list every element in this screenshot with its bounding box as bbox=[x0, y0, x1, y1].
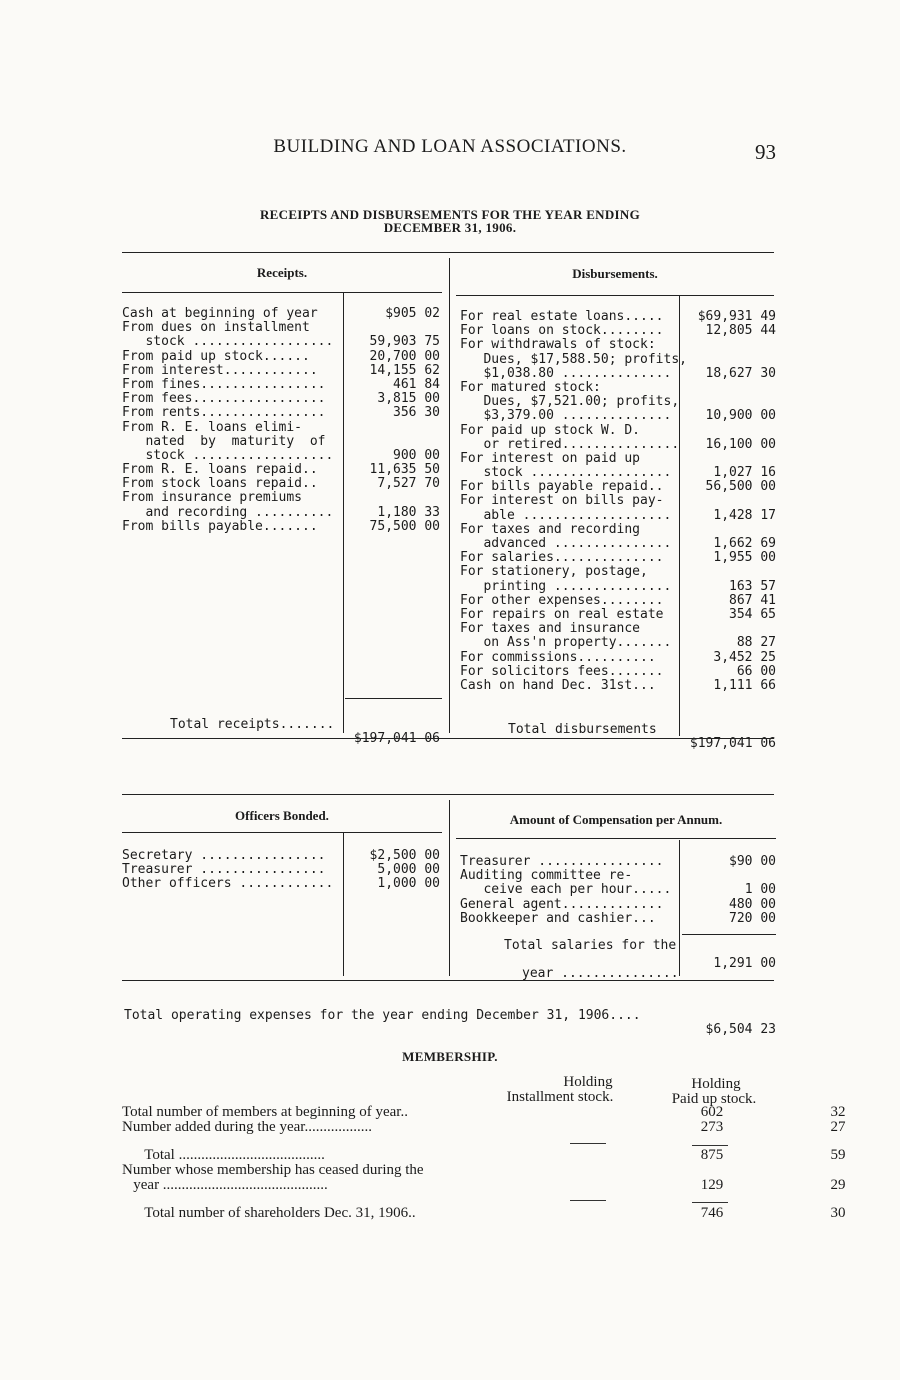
ledger-label: For real estate loans..... bbox=[460, 309, 664, 324]
ledger-row bbox=[460, 679, 776, 693]
compensation-heading-rule bbox=[456, 838, 776, 839]
ledger-label: For other expenses........ bbox=[460, 592, 664, 608]
membership-sum-rule-3 bbox=[570, 1200, 606, 1201]
ledger-amount: 1,180 33 bbox=[377, 504, 440, 520]
ledger-label: From fees................. bbox=[122, 391, 326, 407]
operating-expenses-row bbox=[124, 995, 776, 1038]
ledger-label: on Ass'n property....... bbox=[460, 635, 672, 651]
ledger-amount: 10,900 00 bbox=[705, 408, 776, 424]
ledger-amount: 900 00 bbox=[393, 447, 440, 463]
ledger-row bbox=[460, 409, 776, 423]
compensation-heading: Amount of Compensation per Annum. bbox=[509, 812, 723, 827]
ledger-label: From insurance premiums bbox=[122, 490, 303, 506]
ledger-row bbox=[122, 463, 440, 477]
membership-col2-head-1: Holding bbox=[691, 1076, 741, 1092]
ledger-label: From R. E. loans repaid.. bbox=[122, 462, 318, 478]
installment-count: 273 bbox=[700, 1119, 724, 1135]
installment-count: 875 bbox=[700, 1147, 724, 1163]
ledger-row bbox=[460, 594, 776, 608]
total-disbursements-row bbox=[460, 709, 776, 752]
ledger-label: From paid up stock...... bbox=[122, 348, 310, 364]
paid-up-count: 27 bbox=[830, 1119, 846, 1135]
ledger-row bbox=[122, 449, 440, 463]
ledger-row bbox=[460, 636, 776, 650]
ledger-row bbox=[122, 364, 440, 378]
ledger-label: From stock loans repaid.. bbox=[122, 476, 318, 492]
ledger-row bbox=[460, 452, 776, 466]
membership-label: year ............................................ bbox=[122, 1177, 328, 1193]
ledger-row bbox=[460, 551, 776, 565]
ledger-label: and recording .......... bbox=[122, 504, 334, 520]
ledger-amount: 75,500 00 bbox=[369, 518, 440, 534]
ledger-label: For bills payable repaid.. bbox=[460, 479, 664, 495]
ledger-label: From rents................ bbox=[122, 405, 326, 421]
ledger-amount: 163 57 bbox=[729, 578, 776, 594]
compensation-list bbox=[460, 855, 776, 926]
ledger-row bbox=[122, 477, 440, 491]
ledger-row bbox=[460, 898, 776, 912]
table-bottom-rule bbox=[122, 738, 774, 739]
ledger-row bbox=[460, 480, 776, 494]
ledger-amount: 1,111 66 bbox=[713, 677, 776, 693]
membership-label: Number whose membership has ceased during the bbox=[122, 1162, 424, 1178]
ledger-amount: 461 84 bbox=[393, 376, 440, 392]
ledger-amount: 11,635 50 bbox=[369, 462, 440, 478]
ledger-amount: 354 65 bbox=[729, 606, 776, 622]
installment-count: 746 bbox=[700, 1205, 724, 1221]
ledger-row bbox=[460, 912, 776, 926]
ledger-label: For interest on paid up bbox=[460, 450, 641, 466]
ledger-amount: 3,815 00 bbox=[377, 391, 440, 407]
ledger-row bbox=[122, 378, 440, 392]
ledger-row bbox=[460, 537, 776, 551]
ledger-row bbox=[460, 509, 776, 523]
ledger-row bbox=[122, 350, 440, 364]
total-receipts-row bbox=[122, 704, 440, 747]
ledger-label: nated by maturity of bbox=[122, 433, 326, 449]
ledger-label: For loans on stock........ bbox=[460, 323, 664, 339]
ledger-label: printing ............... bbox=[460, 578, 672, 594]
receipts-list bbox=[122, 307, 440, 534]
ledger-row bbox=[122, 520, 440, 534]
ledger-amount: 480 00 bbox=[729, 896, 776, 912]
membership-row bbox=[122, 1104, 846, 1120]
ledger-label: For matured stock: bbox=[460, 379, 601, 395]
ledger-label: For paid up stock W. D. bbox=[460, 422, 641, 438]
ledger-amount: 88 27 bbox=[736, 635, 776, 651]
officers-heading-rule bbox=[122, 832, 442, 833]
ledger-label: Bookkeeper and cashier... bbox=[460, 910, 656, 926]
membership-col1-head-1: Holding bbox=[563, 1074, 613, 1090]
ledger-label: $3,379.00 .............. bbox=[460, 408, 672, 424]
ledger-row bbox=[460, 869, 776, 883]
ledger-amount: 56,500 00 bbox=[705, 479, 776, 495]
ledger-row bbox=[122, 506, 440, 520]
paid-up-count: 30 bbox=[830, 1205, 846, 1221]
disbursements-list bbox=[460, 310, 776, 693]
ledger-row bbox=[460, 665, 776, 679]
membership-row bbox=[122, 1162, 782, 1177]
ledger-amount: 5,000 00 bbox=[377, 862, 440, 878]
ledger-row bbox=[460, 466, 776, 480]
ledger-label: For taxes and insurance bbox=[460, 621, 641, 637]
ledger-row bbox=[460, 622, 776, 636]
ledger-label: General agent............. bbox=[460, 896, 664, 912]
table-top-rule bbox=[122, 252, 774, 253]
total-disbursements-label: Total disbursements bbox=[508, 722, 657, 738]
ledger-amount: 1,000 00 bbox=[377, 876, 440, 892]
ledger-amount: 16,100 00 bbox=[705, 436, 776, 452]
ledger-row bbox=[460, 608, 776, 622]
ledger-row bbox=[122, 307, 440, 321]
ledger-label: From bills payable....... bbox=[122, 518, 318, 534]
ledger-row bbox=[460, 324, 776, 338]
ledger-row bbox=[122, 392, 440, 406]
ledger-row bbox=[122, 849, 440, 863]
paid-up-count: 59 bbox=[830, 1147, 846, 1163]
ledger-label: able ................... bbox=[460, 507, 672, 523]
compensation-total bbox=[460, 938, 776, 982]
ledger-amount: $905 02 bbox=[385, 306, 440, 321]
officers-top-rule bbox=[122, 794, 774, 795]
membership-row bbox=[122, 1147, 846, 1163]
section-title-line1: RECEIPTS AND DISBURSEMENTS FOR THE YEAR ENDING bbox=[259, 207, 641, 222]
ledger-amount: 59,903 75 bbox=[369, 334, 440, 350]
ledger-row bbox=[460, 310, 776, 324]
membership-label: Total number of members at beginning of year.. bbox=[122, 1104, 408, 1120]
membership-label: Total ....................................... bbox=[122, 1147, 325, 1163]
membership-sum-rule-4 bbox=[692, 1202, 728, 1203]
ledger-label: stock .................. bbox=[460, 465, 672, 481]
ledger-label: Cash at beginning of year bbox=[122, 306, 318, 321]
table-center-divider bbox=[449, 258, 450, 733]
compensation-total-rule bbox=[682, 934, 776, 935]
ledger-row bbox=[460, 395, 776, 409]
ledger-amount: 1 00 bbox=[744, 882, 776, 898]
ledger-row bbox=[122, 406, 440, 420]
ledger-row bbox=[460, 565, 776, 579]
ledger-amount: 12,805 44 bbox=[705, 323, 776, 339]
operating-expenses-label: Total operating expenses for the year ending December 31, 1906.... bbox=[124, 1008, 641, 1024]
compensation-total-label-2: year ............... bbox=[522, 966, 679, 982]
total-disbursements-amount: $197,041 06 bbox=[689, 736, 776, 752]
ledger-amount: 20,700 00 bbox=[369, 348, 440, 364]
ledger-amount: 356 30 bbox=[393, 405, 440, 421]
ledger-label: Auditing committee re- bbox=[460, 868, 633, 884]
ledger-label: stock .................. bbox=[122, 334, 334, 350]
disbursements-heading: Disbursements. bbox=[572, 266, 658, 281]
installment-count: 129 bbox=[700, 1177, 724, 1193]
total-receipts-amount: $197,041 06 bbox=[353, 731, 440, 747]
ledger-amount: 720 00 bbox=[729, 910, 776, 926]
ledger-amount: $2,500 00 bbox=[369, 848, 440, 863]
running-title: BUILDING AND LOAN ASSOCIATIONS. bbox=[273, 136, 627, 157]
ledger-row bbox=[122, 877, 440, 891]
ledger-amount: 18,627 30 bbox=[705, 365, 776, 381]
operating-expenses-amount: $6,504 23 bbox=[705, 1022, 776, 1038]
membership-sum-rule-2 bbox=[692, 1145, 728, 1146]
membership-row bbox=[122, 1119, 846, 1135]
ledger-amount: 1,955 00 bbox=[713, 550, 776, 566]
receipts-heading-rule bbox=[122, 292, 442, 293]
ledger-amount: 3,452 25 bbox=[713, 649, 776, 665]
ledger-row bbox=[460, 651, 776, 665]
section-title-line2: DECEMBER 31, 1906. bbox=[383, 220, 517, 235]
total-receipts-label: Total receipts....... bbox=[170, 717, 335, 733]
ledger-amount: $69,931 49 bbox=[697, 309, 776, 324]
ledger-label: Secretary ................ bbox=[122, 848, 326, 863]
officers-bottom-rule bbox=[122, 980, 774, 981]
paid-up-count: 32 bbox=[830, 1104, 846, 1120]
ledger-label: or retired............... bbox=[460, 436, 680, 452]
ledger-row bbox=[460, 438, 776, 452]
ledger-row bbox=[122, 435, 440, 449]
ledger-row bbox=[460, 855, 776, 869]
ledger-amount: 14,155 62 bbox=[369, 362, 440, 378]
ledger-label: Dues, $17,588.50; profits, bbox=[460, 351, 687, 367]
ledger-label: From fines................ bbox=[122, 376, 326, 392]
membership-label: Total number of shareholders Dec. 31, 1906.. bbox=[122, 1205, 416, 1221]
ledger-amount: 1,662 69 bbox=[713, 536, 776, 551]
ledger-row bbox=[460, 353, 776, 367]
membership-sum-rule-1 bbox=[570, 1143, 606, 1144]
paid-up-count: 29 bbox=[830, 1177, 846, 1193]
ledger-amount: 7,527 70 bbox=[377, 476, 440, 492]
membership-col1-head-2: Installment stock. bbox=[506, 1089, 614, 1105]
ledger-row bbox=[460, 494, 776, 508]
ledger-label: For taxes and recording bbox=[460, 521, 641, 537]
ledger-label: For solicitors fees....... bbox=[460, 663, 664, 679]
compensation-total-amount: 1,291 00 bbox=[713, 956, 776, 972]
ledger-row bbox=[460, 580, 776, 594]
membership-label: Number added during the year.................. bbox=[122, 1119, 372, 1135]
ledger-row bbox=[122, 863, 440, 877]
ledger-label: From R. E. loans elimi- bbox=[122, 419, 303, 435]
ledger-amount: 1,027 16 bbox=[713, 465, 776, 481]
ledger-label: For salaries.............. bbox=[460, 550, 664, 566]
ledger-label: From interest............ bbox=[122, 362, 318, 378]
ledger-label: Treasurer ................ bbox=[460, 854, 664, 869]
officers-center-divider bbox=[449, 800, 450, 976]
ledger-label: advanced ............... bbox=[460, 536, 672, 551]
membership-row bbox=[122, 1205, 846, 1221]
ledger-label: For withdrawals of stock: bbox=[460, 337, 656, 353]
page-number: 93 bbox=[755, 140, 776, 164]
ledger-row bbox=[460, 338, 776, 352]
ledger-amount: 867 41 bbox=[729, 592, 776, 608]
ledger-label: $1,038.80 .............. bbox=[460, 365, 672, 381]
officers-list bbox=[122, 849, 440, 892]
ledger-row bbox=[460, 523, 776, 537]
ledger-amount: 66 00 bbox=[736, 663, 776, 679]
ledger-label: Dues, $7,521.00; profits, bbox=[460, 394, 680, 410]
membership-col2-head-2: Paid up stock. bbox=[671, 1091, 757, 1107]
ledger-row bbox=[460, 883, 776, 897]
ledger-label: Treasurer ................ bbox=[122, 862, 326, 878]
officers-heading: Officers Bonded. bbox=[235, 808, 329, 823]
ledger-row bbox=[460, 424, 776, 438]
ledger-label: For repairs on real estate bbox=[460, 606, 664, 622]
ledger-label: ceive each per hour..... bbox=[460, 882, 672, 898]
receipts-heading: Receipts. bbox=[256, 265, 308, 280]
ledger-label: For interest on bills pay- bbox=[460, 493, 664, 509]
installment-count: 602 bbox=[700, 1104, 724, 1120]
ledger-amount: 1,428 17 bbox=[713, 507, 776, 523]
ledger-amount: $90 00 bbox=[729, 854, 776, 869]
disbursements-heading-rule bbox=[456, 295, 774, 296]
membership-title: MEMBERSHIP. bbox=[402, 1049, 498, 1064]
ledger-label: From dues on installment bbox=[122, 320, 310, 336]
receipts-total-rule bbox=[345, 698, 442, 699]
ledger-row bbox=[122, 321, 440, 335]
ledger-label: For stationery, postage, bbox=[460, 564, 648, 580]
ledger-row bbox=[122, 335, 440, 349]
membership-row bbox=[122, 1177, 846, 1193]
ledger-row bbox=[460, 381, 776, 395]
ledger-row bbox=[122, 491, 440, 505]
ledger-row bbox=[122, 421, 440, 435]
compensation-total-label-1: Total salaries for the bbox=[504, 938, 677, 953]
ledger-row bbox=[460, 367, 776, 381]
ledger-label: stock .................. bbox=[122, 447, 334, 463]
ledger-label: Cash on hand Dec. 31st... bbox=[460, 677, 656, 693]
ledger-label: Other officers ............ bbox=[122, 876, 334, 892]
ledger-label: For commissions.......... bbox=[460, 649, 656, 665]
